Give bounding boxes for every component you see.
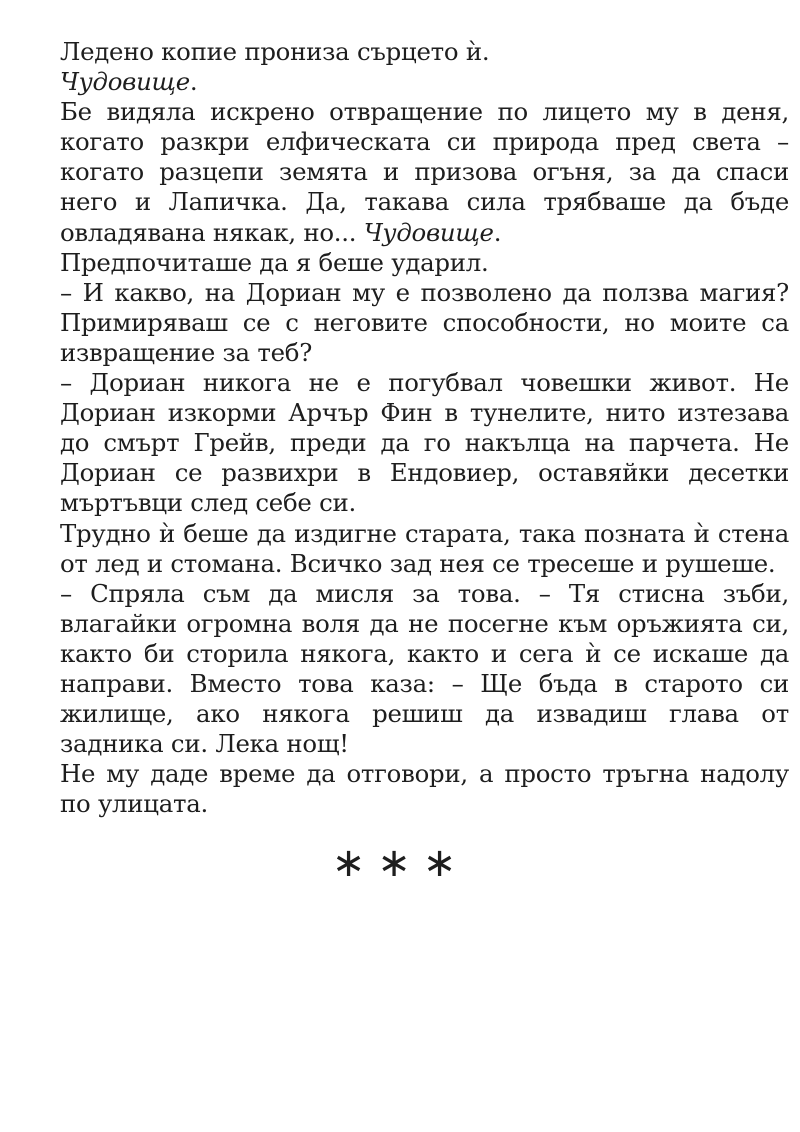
paragraph-text: Ледено копие прониза сърцето ѝ.	[60, 37, 490, 66]
section-separator: ∗∗∗	[331, 840, 469, 886]
paragraph-4	[60, 248, 789, 278]
paragraph-text: Трудно ѝ беше да издигне старата, така позната ѝ стена от лед и стомана. Всичко зад нея се тресеше и рушеше.	[60, 518, 789, 578]
paragraph-text-italic: Чудовище	[363, 217, 494, 247]
paragraph-5-dialogue	[60, 278, 789, 368]
paragraph-text: Предпочиташе да я беше ударил.	[60, 247, 489, 277]
paragraph-6-dialogue	[60, 368, 789, 518]
paragraph-3	[60, 97, 789, 247]
paragraph-text: – Дориан никога не е погубвал човешки живот. Не Дориан изкорми Арчър Фин в тунелите, нито изтезава до смърт Грейв, преди да го накълца на парчета. Не Дориан се развихри в Ендовиер, оставяйки десетки мъртъвци след себе си.	[60, 368, 789, 518]
paragraph-9	[60, 759, 789, 819]
paragraph-text: Не му даде време да отговори, а просто тръгна надолу по улицата.	[60, 759, 789, 819]
paragraph-text-italic: Чудовище	[60, 67, 190, 97]
paragraph-text: .	[189, 67, 198, 97]
paragraph-1	[60, 37, 789, 67]
paragraph-text: .	[493, 217, 502, 247]
paragraph-text: Бе видяла искрено отвращение по лицето му в деня, когато разкри елфическата си природа пред света – когато разцепи земята и призова огъня, за да спаси него и Лапичка. Да, такава сила трябваше да бъде овладявана някак, но...	[60, 97, 789, 247]
book-page	[60, 37, 789, 819]
paragraph-text: – И какво, на Дориан му е позволено да ползва магия? Примиряваш се с неговите способности, но моите са извращение за теб?	[60, 277, 789, 367]
paragraph-8-dialogue	[60, 579, 789, 760]
paragraph-text: – Спряла съм да мисля за това. – Тя стисна зъби, влагайки огромна воля да не посегне към оръжията си, както би сторила някога, както и сега ѝ се искаше да направи. Вместо това каза: – Ще бъда в старото си жилище, ако някога решиш да извадиш глава от задника си. Лека нощ!	[60, 578, 789, 759]
paragraph-7	[60, 519, 789, 579]
paragraph-2	[60, 67, 789, 97]
